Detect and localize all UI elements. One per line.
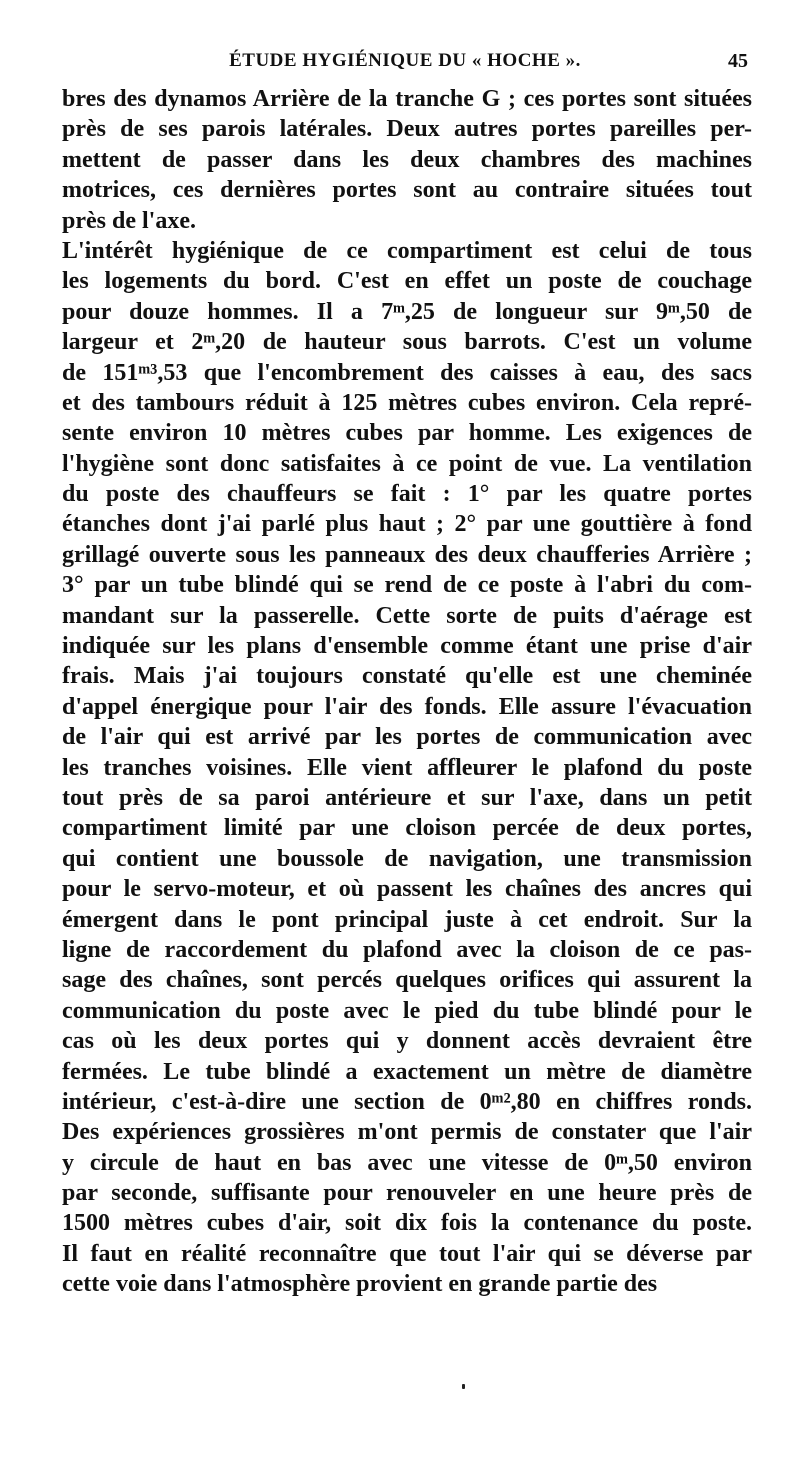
text-line: tout près de sa paroi antérieure et sur l'axe, dans un petit	[62, 784, 752, 811]
text-line: bres des dynamos Arrière de la tranche G ; ces portes sont situées	[62, 86, 752, 112]
text-line: pour le servo-moteur, et où passent les chaînes des ancres qui	[62, 876, 752, 903]
text-line: du poste des chauffeurs se fait : 1° par les quatre portes	[62, 481, 752, 508]
text-line: près de l'axe.	[62, 207, 196, 234]
text-line: 1500 mètres cubes d'air, soit dix fois la contenance du poste.	[62, 1210, 752, 1237]
running-head	[62, 50, 748, 80]
text-line: intérieur, c'est-à-dire une section de 0ᵐ²,80 en chiffres ronds.	[62, 1088, 752, 1115]
text-line: ligne de raccordement du plafond avec la cloison de ce pas-	[62, 936, 752, 963]
text-line: communication du poste avec le pied du tube blindé pour le	[62, 997, 752, 1024]
text-line: sage des chaînes, sont percés quelques orifices qui assurent la	[62, 967, 752, 994]
text-line: et des tambours réduit à 125 mètres cubes environ. Cela repré-	[62, 389, 752, 416]
text-line: 3° par un tube blindé qui se rend de ce poste à l'abri du com-	[62, 572, 752, 599]
text-line: grillagé ouverte sous les panneaux des deux chaufferies Arrière ;	[62, 541, 752, 568]
text-line: près de ses parois latérales. Deux autres portes pareilles per-	[62, 116, 752, 143]
text-line: cas où les deux portes qui y donnent accès devraient être	[62, 1028, 752, 1055]
text-line: les logements du bord. C'est en effet un poste de couchage	[62, 268, 752, 295]
text-line: compartiment limité par une cloison percée de deux portes,	[62, 815, 752, 842]
text-line: étanches dont j'ai parlé plus haut ; 2° par une gouttière à fond	[62, 511, 752, 538]
text-line: Des expériences grossières m'ont permis de constater que l'air	[62, 1119, 752, 1146]
text-line: mandant sur la passerelle. Cette sorte de puits d'aérage est	[62, 602, 752, 629]
text-line: Il faut en réalité reconnaître que tout l'air qui se déverse par	[62, 1240, 752, 1267]
text-line: fermées. Le tube blindé a exactement un mètre de diamètre	[62, 1058, 752, 1085]
text-line: motrices, ces dernières portes sont au contraire situées tout	[62, 177, 752, 204]
text-line: cette voie dans l'atmosphère provient en grande partie des	[62, 1271, 658, 1298]
text-line: indiquée sur les plans d'ensemble comme étant une prise d'air	[62, 633, 752, 660]
page-number: 45	[728, 50, 748, 72]
text-line: largeur et 2ᵐ,20 de hauteur sous barrots. C'est un volume	[62, 329, 752, 356]
text-line: qui contient une boussole de navigation, une transmission	[62, 845, 752, 872]
text-line: émergent dans le pont principal juste à cet endroit. Sur la	[62, 906, 752, 933]
text-line: y circule de haut en bas avec une vitesse de 0ᵐ,50 environ	[62, 1149, 752, 1176]
text-line: les tranches voisines. Elle vient affleurer le plafond du poste	[62, 754, 752, 781]
text-line: de 151ᵐ³,53 que l'encombrement des caisses à eau, des sacs	[62, 359, 752, 386]
text-line: de l'air qui est arrivé par les portes de communication avec	[62, 724, 752, 751]
text-line: L'intérêt hygiénique de ce compartiment est celui de tous	[62, 237, 752, 264]
text-line: sente environ 10 mètres cubes par homme. Les exigences de	[62, 420, 752, 447]
text-line: d'appel énergique pour l'air des fonds. Elle assure l'évacuation	[62, 693, 752, 720]
text-line: par seconde, suffisante pour renouveler en une heure près de	[62, 1180, 752, 1207]
running-title: ÉTUDE HYGIÉNIQUE DU « HOCHE ».	[229, 50, 581, 71]
text-line: frais. Mais j'ai toujours constaté qu'elle est une cheminée	[62, 663, 752, 690]
ink-speck	[462, 1384, 465, 1389]
text-line: pour douze hommes. Il a 7ᵐ,25 de longueur sur 9ᵐ,50 de	[62, 298, 752, 325]
text-line: mettent de passer dans les deux chambres des machines	[62, 146, 752, 173]
body-text	[62, 84, 752, 1300]
text-line: l'hygiène sont donc satisfaites à ce point de vue. La ventilation	[62, 450, 752, 477]
